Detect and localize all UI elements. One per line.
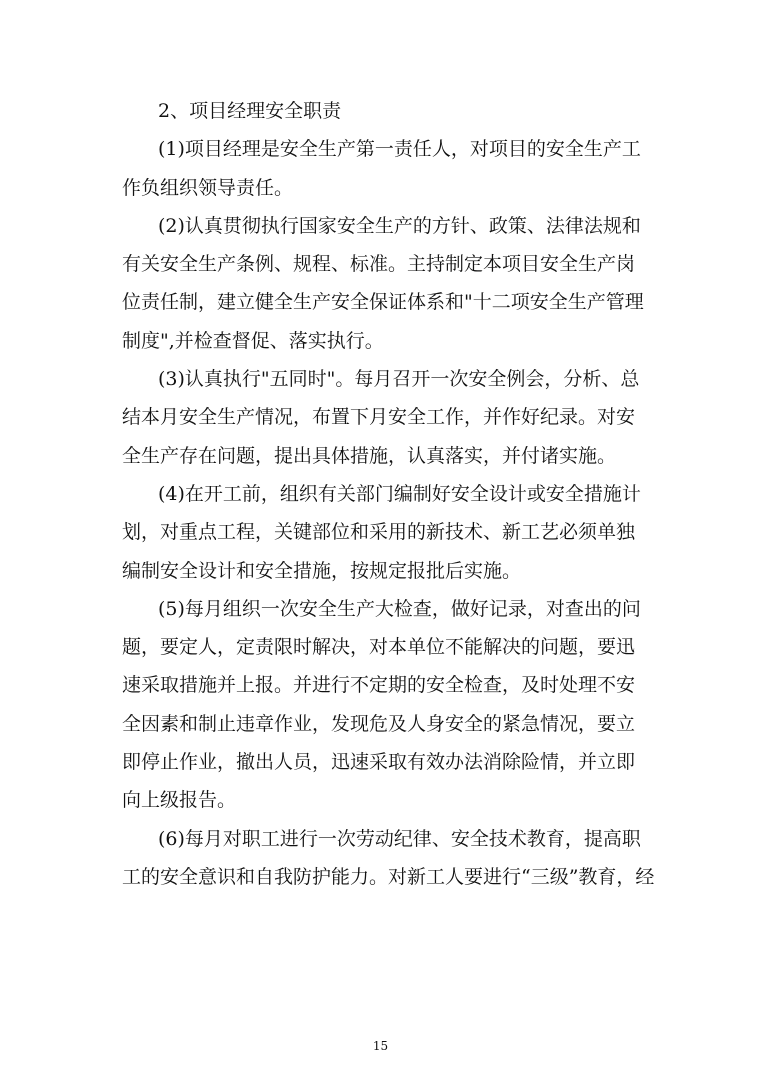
paragraph-line: 题，要定人，定责限时解决，对本单位不能解决的问题，要迅 (122, 636, 636, 659)
paragraph-line: 有关安全生产条例、规程、标准。主持制定本项目安全生产岗 (122, 253, 636, 276)
page-number: 15 (372, 1039, 389, 1053)
paragraph-line: 编制安全设计和安全措施，按规定报批后实施。 (122, 559, 522, 582)
paragraph-3 (122, 360, 642, 475)
paragraph-line: (5)每月组织一次安全生产大检查，做好记录，对查出的问 (158, 597, 641, 620)
paragraph-line: 工的安全意识和自我防护能力。对新工人要进行“三级”教育，经 (122, 865, 655, 888)
paragraph-line: 位责任制，建立健全生产安全保证体系和"十二项安全生产管理 (122, 291, 644, 314)
paragraph-line: 全因素和制止违章作业，发现危及人身安全的紧急情况，要立 (122, 712, 636, 735)
paragraph-line: 结本月安全生产情况，布置下月安全工作，并作好纪录。对安 (122, 406, 636, 429)
section-heading: 2、项目经理安全职责 (158, 100, 342, 122)
paragraph-4 (122, 475, 642, 590)
paragraph-5 (122, 590, 642, 820)
paragraph-line: 速采取措施并上报。并进行不定期的安全检查，及时处理不安 (122, 674, 636, 697)
paragraph-line: (4)在开工前，组织有关部门编制好安全设计或安全措施计 (158, 482, 641, 505)
paragraph-line: (2)认真贯彻执行国家安全生产的方针、政策、法律法规和 (158, 214, 641, 237)
document-body (122, 92, 655, 896)
paragraph-line: 向上级报告。 (122, 789, 237, 812)
paragraph-line: 作负组织领导责任。 (122, 176, 294, 199)
paragraph-line: 划，对重点工程，关键部位和采用的新技术、新工艺必须单独 (122, 521, 636, 544)
paragraph-line: 制度",并检查督促、落实执行。 (122, 329, 384, 352)
paragraph-line: (6)每月对职工进行一次劳动纪律、安全技术教育，提高职 (158, 827, 641, 850)
paragraph-line: 全生产存在问题，提出具体措施，认真落实，并付诸实施。 (122, 444, 617, 467)
paragraph-2 (122, 207, 642, 360)
paragraph-line: 即停止作业，撤出人员，迅速采取有效办法消除险情，并立即 (122, 751, 636, 774)
paragraph-line: (3)认真执行"五同时"。每月召开一次安全例会，分析、总 (158, 368, 640, 391)
paragraph-6 (122, 820, 655, 897)
paragraph-line: (1)项目经理是安全生产第一责任人，对项目的安全生产工 (158, 138, 641, 161)
paragraph-1 (122, 130, 642, 207)
